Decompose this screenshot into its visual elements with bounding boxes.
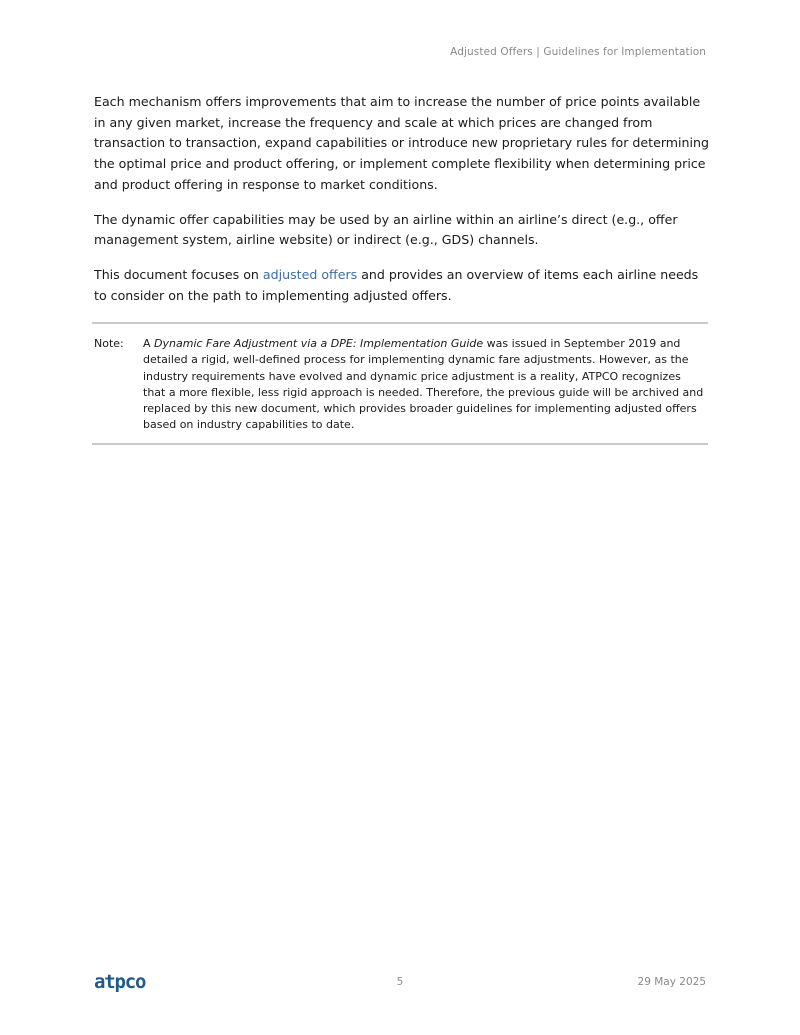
body-content (94, 92, 709, 320)
note-text (143, 336, 708, 434)
atpco-logo (94, 970, 152, 994)
atpco-logo-text: atpco (94, 971, 146, 993)
page-number: 5 (396, 976, 404, 988)
body-paragraph-2: The dynamic offer capabilities may be used by an airline within an airline’s direct (e.g., offer management system, airline website) or indirect (e.g., GDS) channels. (94, 211, 678, 248)
footer-date: 29 May 2025 (637, 976, 706, 988)
note-box (92, 322, 708, 445)
paragraph-3-tail: and provides an overview of items each airline needs to consider on the path to implementing adjusted offers. (94, 266, 699, 303)
note-prefix: A (143, 337, 155, 350)
body-paragraph-1: Each mechanism offers improvements that aim to increase the number of price points available in any given market, increase the frequency and scale at which prices are changed from transaction to transaction, expand capabilities or introduce new proprietary rules for determining the optimal price and product offering, or implement complete flexibility when determining price and product offering in response to market conditions. (94, 94, 710, 192)
note-guide-title: Dynamic Fare Adjustment via a DPE: Implementation Guide (154, 337, 484, 350)
adjusted-offers-link[interactable]: adjusted offers (262, 266, 358, 282)
paragraph-3-lead: This document focuses on (94, 266, 263, 282)
running-header: Adjusted Offers | Guidelines for Implementation (450, 46, 706, 58)
note-label: Note: (94, 337, 124, 350)
body-paragraph-3 (94, 265, 709, 306)
note-body: was issued in September 2019 and detailed a rigid, well-defined process for implementing dynamic fare adjustments. However, as the industry requirements have evolved and dynamic price adjustment is a reality, ATPCO recognizes that a more flexible, less rigid approach is needed. Therefore, the previous guide will be archived and replaced by this new document, which provides broader guidelines for implementing adjusted offers based on industry capabilities to date. (143, 337, 704, 432)
